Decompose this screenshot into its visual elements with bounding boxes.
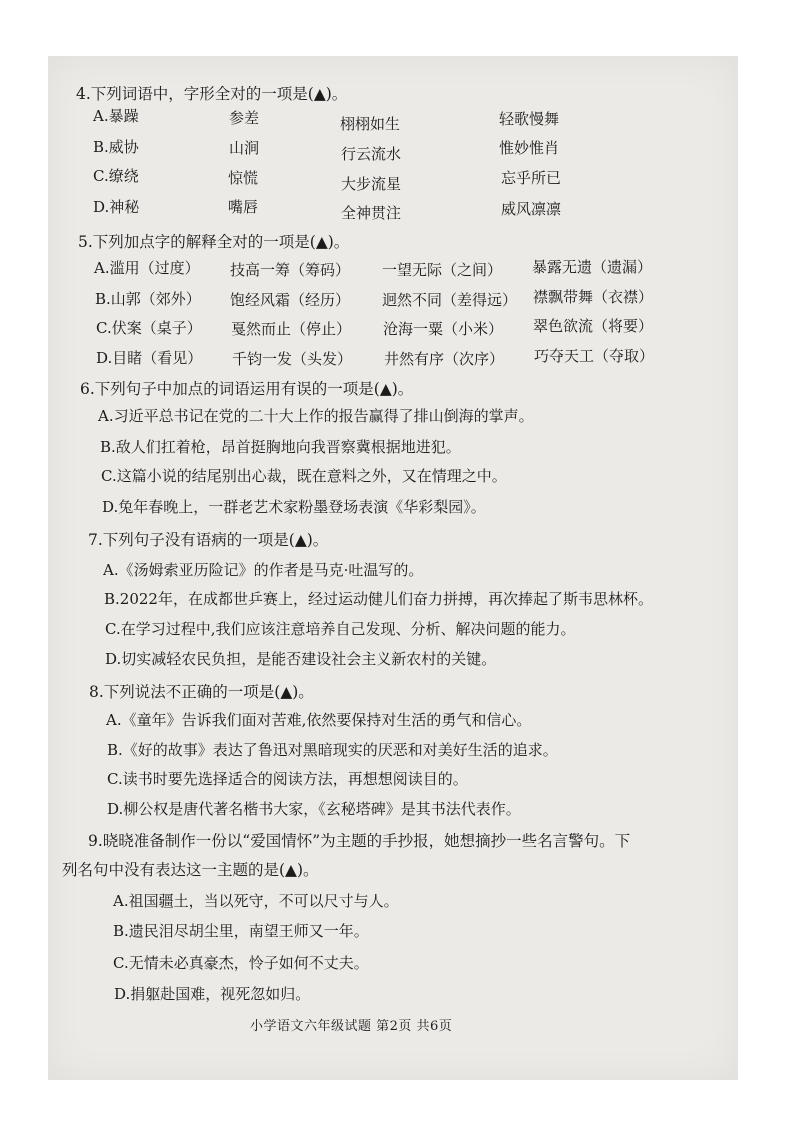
q4-option-c-label: C.缭绕 <box>93 167 139 185</box>
q4-option-b-word4: 惟妙惟肖 <box>499 139 560 157</box>
q5-option-a-1: A.滥用（过度） <box>94 259 200 277</box>
q5-option-d-3: 井然有序（次序） <box>384 350 505 368</box>
q4-option-c-word2: 惊慌 <box>228 169 259 187</box>
q9-option-b: B.遗民泪尽胡尘里，南望王师又一年。 <box>113 922 369 940</box>
q6-option-a: A.习近平总书记在党的二十大上作的报告赢得了排山倒海的掌声。 <box>98 407 534 425</box>
q7-option-c: C.在学习过程中,我们应该注意培养自己发现、分析、解决问题的能力。 <box>105 620 576 638</box>
q5-option-a-2: 技高一筹（筹码） <box>230 261 351 279</box>
q8-option-a: A.《童年》告诉我们面对苦难,依然要保持对生活的勇气和信心。 <box>106 711 532 729</box>
q5-option-c-1: C.伏案（桌子） <box>96 319 202 337</box>
q4-option-b-word3: 行云流水 <box>341 145 402 163</box>
q5-option-a-4: 暴露无遗（遗漏） <box>532 258 653 276</box>
q5-option-c-3: 沧海一粟（小米） <box>383 320 504 338</box>
q4-option-d-word3: 全神贯注 <box>341 204 402 222</box>
q4-option-d-word4: 威风凛凛 <box>501 200 562 218</box>
q5-option-b-2: 饱经风霜（经历） <box>230 291 351 309</box>
question-5-stem: 5.下列加点字的解释全对的一项是(▲)。 <box>78 233 350 251</box>
q4-option-a-word3: 栩栩如生 <box>340 115 401 133</box>
q8-option-c: C.读书时要先选择适合的阅读方法，再想想阅读目的。 <box>107 770 468 788</box>
q5-option-b-1: B.山郭（郊外） <box>95 290 201 308</box>
q4-option-c-word3: 大步流星 <box>341 175 402 193</box>
question-6-stem: 6.下列句子中加点的词语运用有误的一项是(▲)。 <box>80 380 414 398</box>
q7-option-a: A.《汤姆索亚历险记》的作者是马克·吐温写的。 <box>103 561 424 579</box>
question-9-stem-line2: 列名句中没有表达这一主题的是(▲)。 <box>62 861 319 879</box>
q8-option-d: D.柳公权是唐代著名楷书大家，《玄秘塔碑》是其书法代表作。 <box>107 800 521 818</box>
q7-option-b: B.2022年，在成都世乒赛上，经过运动健儿们奋力拼搏，再次捧起了斯韦思林杯。 <box>104 590 653 608</box>
question-4-stem: 4.下列词语中，字形全对的一项是(▲)。 <box>76 85 348 103</box>
q4-option-a-word4: 轻歌慢舞 <box>499 110 560 128</box>
q5-option-c-4: 翠色欲流（将要） <box>533 317 654 335</box>
q5-option-b-4: 襟飘带舞（衣襟） <box>533 288 654 306</box>
q4-option-c-word4: 忘乎所已 <box>501 169 562 187</box>
q9-option-d: D.捐躯赴国难，视死忽如归。 <box>114 985 311 1003</box>
q9-option-c: C.无情未必真豪杰，怜子如何不丈夫。 <box>113 954 369 972</box>
q5-option-d-4: 巧夺天工（夺取） <box>534 347 655 365</box>
q9-option-a: A.祖国疆土，当以死守，不可以尺寸与人。 <box>113 892 399 910</box>
page-footer: 小学语文六年级试题 第2页 共6页 <box>250 1019 453 1034</box>
q7-option-d: D.切实减轻农民负担，是能否建设社会主义新农村的关键。 <box>105 650 497 668</box>
q5-option-d-2: 千钧一发（头发） <box>232 350 353 368</box>
question-7-stem: 7.下列句子没有语病的一项是(▲)。 <box>88 531 329 549</box>
q8-option-b: B.《好的故事》表达了鲁迅对黑暗现实的厌恶和对美好生活的追求。 <box>107 741 558 759</box>
q5-option-b-3: 迥然不同（差得远） <box>382 291 518 309</box>
q4-option-b-label: B.威协 <box>93 138 139 156</box>
q4-option-a-label: A.暴躁 <box>93 107 139 125</box>
q5-option-d-1: D.目睹（看见） <box>96 349 203 367</box>
q4-option-d-label: D.神秘 <box>93 198 140 216</box>
q6-option-d: D.兔年春晚上，一群老艺术家粉墨登场表演《华彩梨园》。 <box>102 498 486 516</box>
q4-option-d-word2: 嘴唇 <box>228 198 259 216</box>
q5-option-a-3: 一望无际（之间） <box>382 261 503 279</box>
q6-option-b: B.敌人们扛着枪，昂首挺胸地向我晋察冀根据地进犯。 <box>100 438 461 456</box>
question-8-stem: 8.下列说法不正确的一项是(▲)。 <box>89 683 314 701</box>
q6-option-c: C.这篇小说的结尾别出心裁，既在意料之外，又在情理之中。 <box>101 467 507 485</box>
q5-option-c-2: 戛然而止（停止） <box>231 320 352 338</box>
question-9-stem-line1: 9.晓晓准备制作一份以“爱国情怀”为主题的手抄报，她想摘抄一些名言警句。下 <box>88 832 631 850</box>
q4-option-a-word2: 参差 <box>229 109 260 127</box>
q4-option-b-word2: 山涧 <box>229 139 260 157</box>
